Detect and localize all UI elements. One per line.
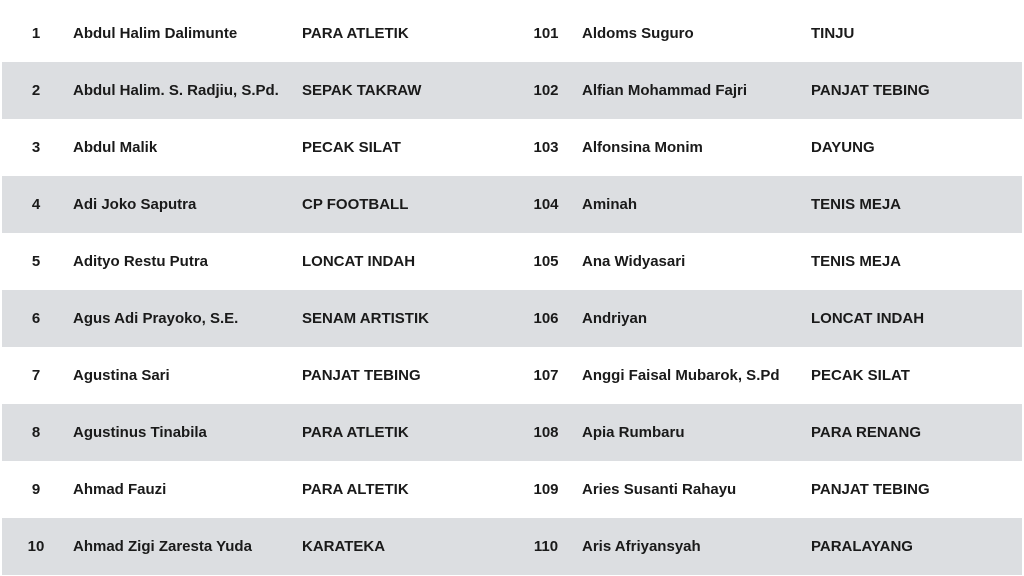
right-row-number: 107 [533, 367, 559, 384]
left-row-number: 3 [31, 139, 41, 156]
right-row-number: 101 [533, 25, 559, 42]
right-row-number: 109 [533, 481, 559, 498]
right-row-number: 110 [533, 538, 559, 555]
right-athlete-name: Aldoms Suguro [582, 25, 694, 42]
right-sport-name: PANJAT TEBING [811, 82, 930, 99]
left-row-number: 8 [31, 424, 41, 441]
right-sport-name: TENIS MEJA [811, 253, 902, 270]
left-sport-name: PANJAT TEBING [302, 367, 421, 384]
right-athlete-name: Alfian Mohammad Fajri [582, 82, 748, 99]
left-sport-name: KARATEKA [302, 538, 386, 555]
right-row-number: 108 [533, 424, 559, 441]
right-sport-name: PARALAYANG [811, 538, 913, 555]
left-row-number: 6 [31, 310, 41, 327]
table-row [0, 347, 1024, 404]
left-athlete-name: Adityo Restu Putra [73, 253, 209, 270]
left-row-number: 4 [31, 196, 41, 213]
left-athlete-name: Agus Adi Prayoko, S.E. [73, 310, 239, 327]
right-sport-name: LONCAT INDAH [811, 310, 925, 327]
left-row-number: 2 [31, 82, 41, 99]
right-sport-name: DAYUNG [811, 139, 875, 156]
left-athlete-name: Agustina Sari [73, 367, 170, 384]
table-row [0, 290, 1024, 347]
left-sport-name: PECAK SILAT [302, 139, 401, 156]
right-athlete-name: Alfonsina Monim [582, 139, 703, 156]
left-sport-name: CP FOOTBALL [302, 196, 409, 213]
left-sport-name: PARA ALTETIK [302, 481, 409, 498]
right-sport-name: PANJAT TEBING [811, 481, 930, 498]
left-sport-name: SENAM ARTISTIK [302, 310, 429, 327]
table-row [0, 233, 1024, 290]
left-row-number: 9 [31, 481, 41, 498]
right-athlete-name: Anggi Faisal Mubarok, S.Pd [582, 367, 780, 384]
right-athlete-name: Andriyan [582, 310, 648, 327]
left-athlete-name: Abdul Halim. S. Radjiu, S.Pd. [73, 82, 279, 99]
table-row [0, 404, 1024, 461]
left-row-number: 10 [27, 538, 45, 555]
table-row [0, 62, 1024, 119]
right-sport-name: TINJU [811, 25, 855, 42]
left-athlete-name: Abdul Malik [73, 139, 158, 156]
left-sport-name: PARA ATLETIK [302, 424, 409, 441]
right-sport-name: TENIS MEJA [811, 196, 902, 213]
table-row [0, 176, 1024, 233]
right-athlete-name: Ana Widyasari [582, 253, 686, 270]
right-row-number: 106 [533, 310, 559, 327]
right-athlete-name: Apia Rumbaru [582, 424, 685, 441]
left-athlete-name: Ahmad Fauzi [73, 481, 167, 498]
left-athlete-name: Abdul Halim Dalimunte [73, 25, 238, 42]
left-athlete-name: Adi Joko Saputra [73, 196, 197, 213]
left-row-number: 7 [31, 367, 41, 384]
table-row [0, 119, 1024, 176]
left-row-number: 1 [31, 25, 41, 42]
right-row-number: 102 [533, 82, 559, 99]
right-row-number: 105 [533, 253, 559, 270]
table-row [0, 5, 1024, 62]
right-row-number: 103 [533, 139, 559, 156]
right-athlete-name: Aminah [582, 196, 638, 213]
right-sport-name: PARA RENANG [811, 424, 922, 441]
right-sport-name: PECAK SILAT [811, 367, 910, 384]
table-row [0, 461, 1024, 518]
left-athlete-name: Ahmad Zigi Zaresta Yuda [73, 538, 252, 555]
table-row [0, 518, 1024, 575]
left-sport-name: PARA ATLETIK [302, 25, 409, 42]
left-athlete-name: Agustinus Tinabila [73, 424, 207, 441]
left-sport-name: SEPAK TAKRAW [302, 82, 422, 99]
right-row-number: 104 [533, 196, 559, 213]
left-row-number: 5 [31, 253, 41, 270]
right-athlete-name: Aris Afriyansyah [582, 538, 701, 555]
right-athlete-name: Aries Susanti Rahayu [582, 481, 737, 498]
left-sport-name: LONCAT INDAH [302, 253, 416, 270]
